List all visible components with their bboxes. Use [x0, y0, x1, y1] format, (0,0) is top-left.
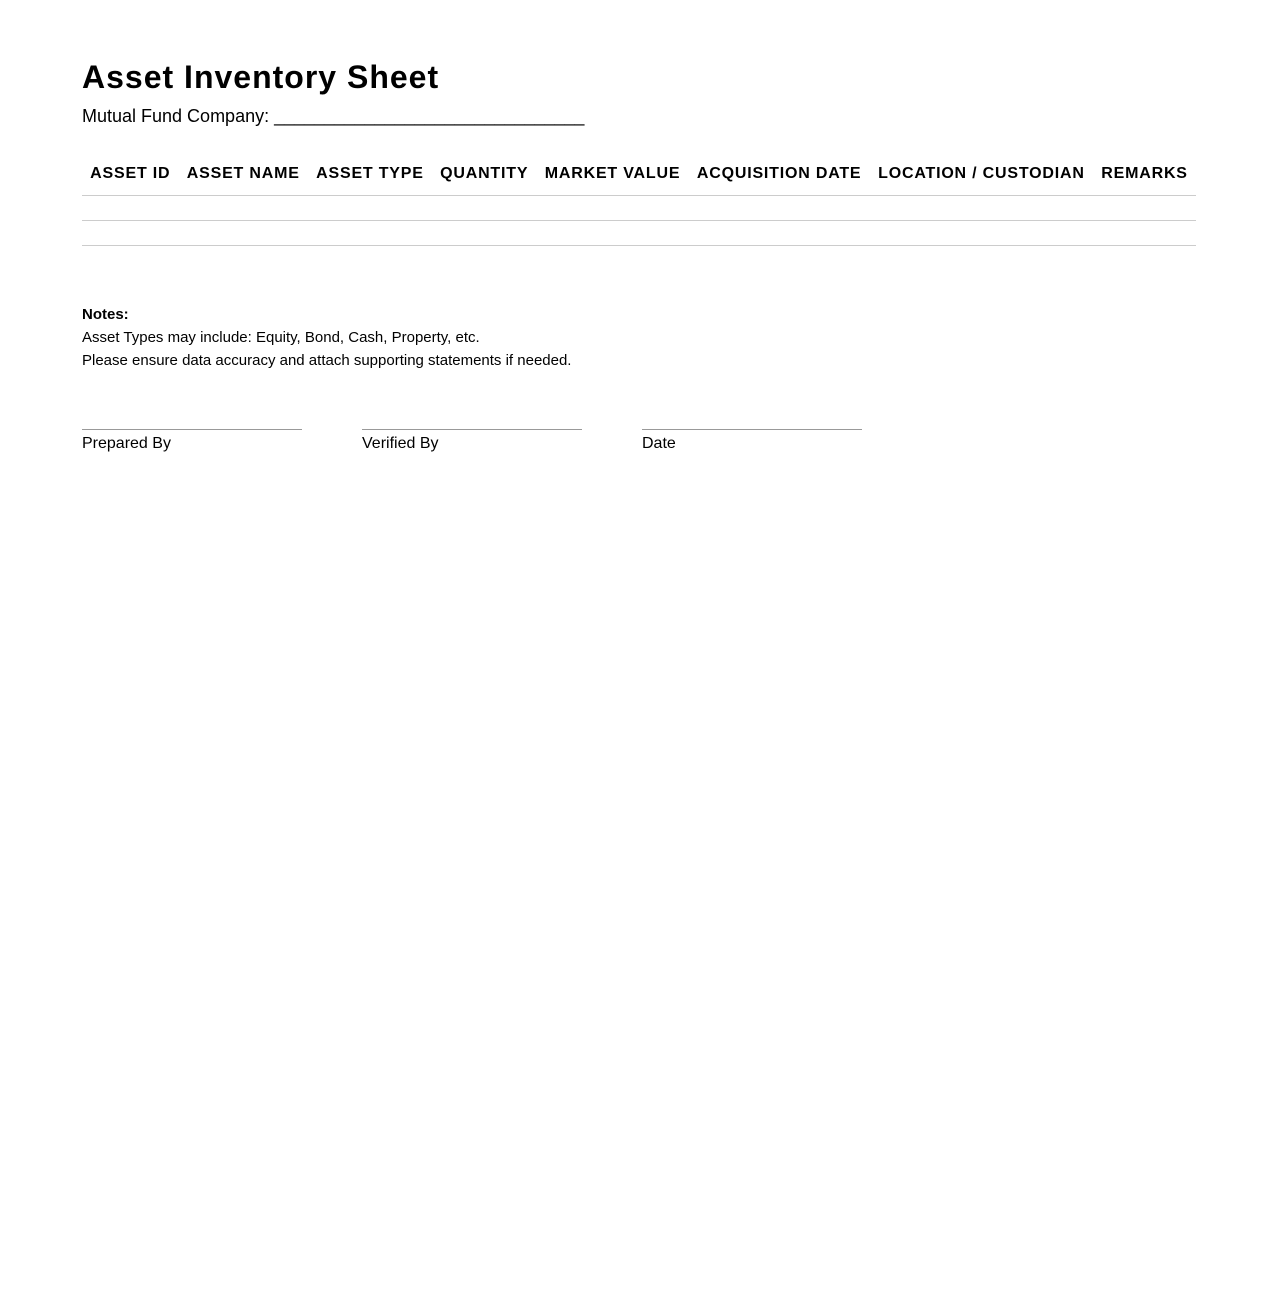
table-row [82, 221, 1196, 246]
table-cell[interactable] [870, 221, 1093, 246]
signature-verified-by [362, 429, 582, 453]
table-cell[interactable] [179, 221, 308, 246]
signature-label: Prepared By [82, 435, 171, 452]
notes-line: Asset Types may include: Equity, Bond, Cash, Property, etc. [82, 329, 480, 346]
notes-line: Please ensure data accuracy and attach supporting statements if needed. [82, 352, 572, 369]
table-cell[interactable] [308, 221, 432, 246]
company-line [82, 105, 1196, 127]
table-cell[interactable] [82, 196, 179, 221]
asset-inventory-sheet [82, 58, 1196, 453]
notes-title: Notes: [82, 306, 129, 323]
signature-section [82, 429, 1196, 453]
table-cell[interactable] [1093, 221, 1196, 246]
table-cell[interactable] [308, 196, 432, 221]
column-header-asset-name: ASSET NAME [179, 157, 308, 196]
column-header-acquisition-date: ACQUISITION DATE [689, 157, 870, 196]
table-cell[interactable] [870, 196, 1093, 221]
signature-date [642, 429, 862, 453]
table-cell[interactable] [1093, 196, 1196, 221]
column-header-quantity: QUANTITY [432, 157, 537, 196]
table-cell[interactable] [689, 196, 870, 221]
column-header-asset-type: ASSET TYPE [308, 157, 432, 196]
table-header-row [82, 157, 1196, 196]
column-header-asset-id: ASSET ID [82, 157, 179, 196]
signature-line[interactable] [362, 429, 582, 430]
column-header-remarks: REMARKS [1093, 157, 1196, 196]
signature-label: Date [642, 435, 676, 452]
column-header-market-value: MARKET VALUE [537, 157, 689, 196]
signature-label: Verified By [362, 435, 439, 452]
signature-line[interactable] [642, 429, 862, 430]
table-cell[interactable] [537, 196, 689, 221]
signature-line[interactable] [82, 429, 302, 430]
notes-section [82, 303, 1196, 372]
table-cell[interactable] [432, 196, 537, 221]
column-header-location-custodian: LOCATION / CUSTODIAN [870, 157, 1093, 196]
asset-table [82, 157, 1196, 246]
table-cell[interactable] [432, 221, 537, 246]
page-title: Asset Inventory Sheet [82, 59, 440, 95]
table-cell[interactable] [179, 196, 308, 221]
table-cell[interactable] [689, 221, 870, 246]
table-cell[interactable] [82, 221, 179, 246]
table-cell[interactable] [537, 221, 689, 246]
table-row [82, 196, 1196, 221]
company-label: Mutual Fund Company: [82, 106, 270, 126]
company-blank-field[interactable]: _______________________________ [274, 106, 585, 126]
signature-prepared-by [82, 429, 302, 453]
